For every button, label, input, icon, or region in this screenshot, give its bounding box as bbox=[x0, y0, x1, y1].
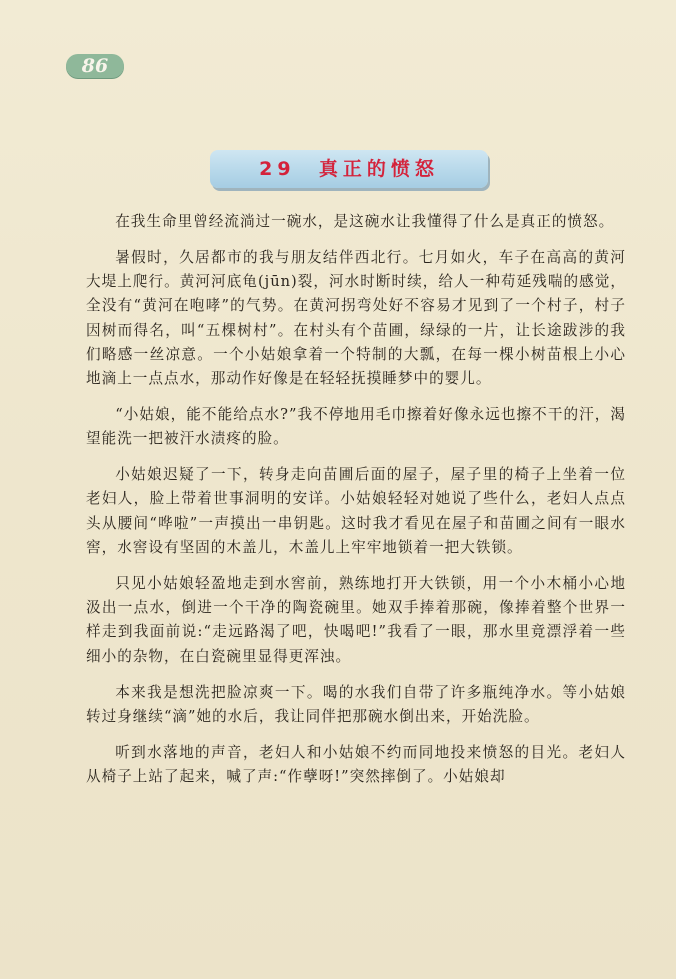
lesson-body bbox=[86, 210, 626, 789]
paragraph-6: 本来我是想洗把脸凉爽一下。喝的水我们自带了许多瓶纯净水。等小姑娘转过身继续“滴”她的水后，我让同伴把那碗水倒出来，开始洗脸。 bbox=[86, 683, 626, 725]
page-number: 86 bbox=[81, 55, 109, 77]
paragraph-4: 小姑娘迟疑了一下，转身走向苗圃后面的屋子，屋子里的椅子上坐着一位老妇人，脸上带着世事洞明的安详。小姑娘轻轻对她说了些什么，老妇人点点头从腰间“哗啦”一声摸出一串钥匙。这时我才看见在屋子和苗圃之间有一眼水窖，水窖设有坚固的木盖儿，木盖儿上牢牢地锁着一把大铁锁。 bbox=[86, 466, 626, 557]
lesson-number: 29 bbox=[259, 158, 296, 180]
page-number-badge bbox=[66, 54, 124, 78]
paragraph-3: “小姑娘，能不能给点水?”我不停地用毛巾擦着好像永远也擦不干的汗，渴望能洗一把被汗水渍疼的脸。 bbox=[86, 406, 626, 448]
paragraph-1: 在我生命里曾经流淌过一碗水，是这碗水让我懂得了什么是真正的愤怒。 bbox=[115, 213, 615, 230]
lesson-title-text: 真正的愤怒 bbox=[318, 158, 439, 180]
lesson-title-banner bbox=[210, 150, 488, 188]
lesson-title bbox=[210, 150, 488, 188]
paragraph-7: 听到水落地的声音，老妇人和小姑娘不约而同地投来愤怒的目光。老妇人从椅子上站了起来，喊了声:“作孽呀!”突然摔倒了。小姑娘却 bbox=[86, 743, 626, 785]
paragraph-2: 暑假时，久居都市的我与朋友结伴西北行。七月如火，车子在高高的黄河大堤上爬行。黄河河底龟(jūn)裂，河水时断时续，给人一种苟延残喘的感觉，全没有“黄河在咆哮”的气势。在黄河拐弯处好不容易才见到了一个村子，村子因树而得名，叫“五棵树村”。在村头有个苗圃，绿绿的一片，让长途跋涉的我们略感一丝凉意。一个小姑娘拿着一个特制的大瓢，在每一棵小树苗根上小心地滴上一点点水，那动作好像是在轻轻抚摸睡梦中的婴儿。 bbox=[86, 248, 626, 388]
paragraph-5: 只见小姑娘轻盈地走到水窖前，熟练地打开大铁锁，用一个小木桶小心地汲出一点水，倒进一个干净的陶瓷碗里。她双手捧着那碗，像捧着整个世界一样走到我面前说:“走远路渴了吧，快喝吧!”我看了一眼，那水里竟漂浮着一些细小的杂物，在白瓷碗里显得更浑浊。 bbox=[86, 574, 626, 665]
